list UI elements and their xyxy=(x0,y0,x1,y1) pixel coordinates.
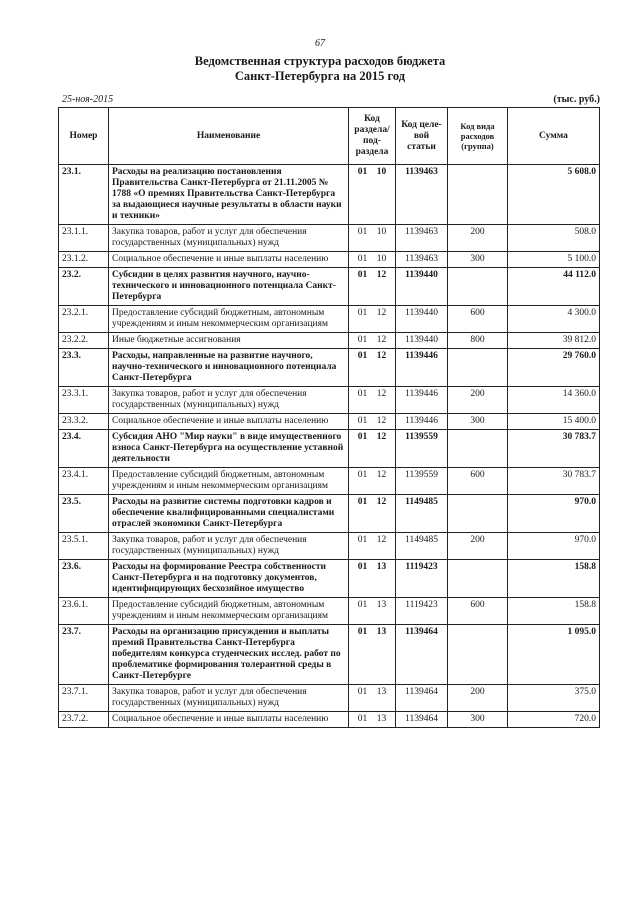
row-number: 23.7.2. xyxy=(59,712,109,728)
row-name: Закупка товаров, работ и услуг для обеспечения государственных (муниципальных) нужд xyxy=(109,533,349,560)
row-number: 23.1.2. xyxy=(59,252,109,268)
row-sum: 158.8 xyxy=(508,598,600,625)
subsection-code: 12 xyxy=(376,497,387,507)
row-article-code: 1139440 xyxy=(396,268,448,306)
row-group-code: 600 xyxy=(448,598,508,625)
row-sum: 375.0 xyxy=(508,685,600,712)
row-sum: 720.0 xyxy=(508,712,600,728)
section-code: 01 xyxy=(357,227,368,237)
row-name: Расходы на развитие системы подготовки кадров и обеспечение квалифицированными специалистами отраслей экономики Санкт-Петербурга xyxy=(109,495,349,533)
row-group-code: 300 xyxy=(448,252,508,268)
table-row xyxy=(59,306,600,333)
subsection-code: 12 xyxy=(376,389,387,399)
row-name: Социальное обеспечение и иные выплаты населению xyxy=(109,712,349,728)
table-row xyxy=(59,387,600,414)
table-row xyxy=(59,268,600,306)
row-sum: 30 783.7 xyxy=(508,430,600,468)
subsection-code: 12 xyxy=(376,351,387,361)
row-group-code xyxy=(448,349,508,387)
title-line-1: Ведомственная структура расходов бюджета xyxy=(194,54,446,68)
row-group-code xyxy=(448,560,508,598)
section-code: 01 xyxy=(357,600,368,610)
row-section-code xyxy=(349,560,396,598)
section-code: 01 xyxy=(357,416,368,426)
row-name: Субсидия АНО "Мир науки" в виде имущественного взноса Санкт-Петербурга на осуществление уставной деятельности xyxy=(109,430,349,468)
row-article-code: 1119423 xyxy=(396,598,448,625)
section-code: 01 xyxy=(357,714,368,724)
row-article-code: 1139446 xyxy=(396,349,448,387)
row-section-code xyxy=(349,225,396,252)
row-article-code: 1139446 xyxy=(396,387,448,414)
table-row xyxy=(59,685,600,712)
subsection-code: 13 xyxy=(376,627,387,637)
row-number: 23.4. xyxy=(59,430,109,468)
row-article-code: 1139440 xyxy=(396,333,448,349)
row-section-code xyxy=(349,387,396,414)
row-sum: 39 812.0 xyxy=(508,333,600,349)
row-section-code xyxy=(349,625,396,685)
row-number: 23.2. xyxy=(59,268,109,306)
row-group-code: 200 xyxy=(448,533,508,560)
subsection-code: 13 xyxy=(376,562,387,572)
table-row xyxy=(59,349,600,387)
row-name: Социальное обеспечение и иные выплаты населению xyxy=(109,252,349,268)
document-title xyxy=(0,54,640,84)
budget-table xyxy=(58,107,600,728)
row-sum: 970.0 xyxy=(508,495,600,533)
table-header-row xyxy=(59,108,600,165)
section-code: 01 xyxy=(357,270,368,280)
row-group-code xyxy=(448,165,508,225)
document-date: 25-ноя-2015 xyxy=(62,94,114,105)
row-group-code: 200 xyxy=(448,225,508,252)
row-number: 23.5.1. xyxy=(59,533,109,560)
header-group: Код вида расходов (группа) xyxy=(448,108,508,165)
row-sum: 158.8 xyxy=(508,560,600,598)
row-name: Расходы на реализацию постановления Правительства Санкт-Петербурга от 21.11.2005 № 1788 «О премиях Правительства Санкт-Петербурга за выдающиеся научные результаты в области науки и техники» xyxy=(109,165,349,225)
row-article-code: 1139463 xyxy=(396,252,448,268)
section-code: 01 xyxy=(357,432,368,442)
row-name: Социальное обеспечение и иные выплаты населению xyxy=(109,414,349,430)
row-sum: 970.0 xyxy=(508,533,600,560)
subsection-code: 12 xyxy=(376,535,387,545)
table-row xyxy=(59,165,600,225)
row-sum: 29 760.0 xyxy=(508,349,600,387)
row-article-code: 1149485 xyxy=(396,495,448,533)
subsection-code: 12 xyxy=(376,416,387,426)
header-article: Код целе-вой статьи xyxy=(396,108,448,165)
row-number: 23.5. xyxy=(59,495,109,533)
section-code: 01 xyxy=(357,497,368,507)
section-code: 01 xyxy=(357,687,368,697)
row-section-code xyxy=(349,268,396,306)
row-name: Иные бюджетные ассигнования xyxy=(109,333,349,349)
row-article-code: 1139559 xyxy=(396,468,448,495)
row-sum: 5 608.0 xyxy=(508,165,600,225)
row-group-code: 600 xyxy=(448,468,508,495)
row-number: 23.3.1. xyxy=(59,387,109,414)
table-row xyxy=(59,598,600,625)
row-group-code: 300 xyxy=(448,414,508,430)
row-section-code xyxy=(349,598,396,625)
row-number: 23.6.1. xyxy=(59,598,109,625)
table-row xyxy=(59,625,600,685)
row-name: Закупка товаров, работ и услуг для обеспечения государственных (муниципальных) нужд xyxy=(109,387,349,414)
row-number: 23.2.1. xyxy=(59,306,109,333)
row-sum: 1 095.0 xyxy=(508,625,600,685)
row-number: 23.1.1. xyxy=(59,225,109,252)
row-section-code xyxy=(349,533,396,560)
row-section-code xyxy=(349,333,396,349)
section-code: 01 xyxy=(357,308,368,318)
section-code: 01 xyxy=(357,167,368,177)
subsection-code: 13 xyxy=(376,714,387,724)
table-row xyxy=(59,712,600,728)
row-name: Предоставление субсидий бюджетным, автономным учреждениям и иным некоммерческим организациям xyxy=(109,306,349,333)
section-code: 01 xyxy=(357,562,368,572)
section-code: 01 xyxy=(357,254,368,264)
row-sum: 30 783.7 xyxy=(508,468,600,495)
row-name: Закупка товаров, работ и услуг для обеспечения государственных (муниципальных) нужд xyxy=(109,225,349,252)
row-name: Расходы на формирование Реестра собственности Санкт-Петербурга и на подготовку документов, идентифицирующих бесхозяйное имущество xyxy=(109,560,349,598)
row-section-code xyxy=(349,468,396,495)
section-code: 01 xyxy=(357,335,368,345)
row-number: 23.2.2. xyxy=(59,333,109,349)
subsection-code: 12 xyxy=(376,470,387,480)
row-article-code: 1139463 xyxy=(396,225,448,252)
row-number: 23.3.2. xyxy=(59,414,109,430)
subsection-code: 12 xyxy=(376,308,387,318)
row-sum: 44 112.0 xyxy=(508,268,600,306)
row-name: Закупка товаров, работ и услуг для обеспечения государственных (муниципальных) нужд xyxy=(109,685,349,712)
row-group-code: 300 xyxy=(448,712,508,728)
section-code: 01 xyxy=(357,470,368,480)
row-section-code xyxy=(349,349,396,387)
row-name: Расходы, направленные на развитие научного, научно-технического и инновационного потенциала Санкт-Петербурга xyxy=(109,349,349,387)
row-number: 23.7.1. xyxy=(59,685,109,712)
table-row xyxy=(59,560,600,598)
row-article-code: 1139464 xyxy=(396,625,448,685)
row-sum: 4 300.0 xyxy=(508,306,600,333)
row-section-code xyxy=(349,495,396,533)
row-section-code xyxy=(349,165,396,225)
row-section-code xyxy=(349,430,396,468)
row-group-code: 600 xyxy=(448,306,508,333)
row-number: 23.4.1. xyxy=(59,468,109,495)
row-group-code xyxy=(448,495,508,533)
section-code: 01 xyxy=(357,389,368,399)
row-group-code xyxy=(448,430,508,468)
page-number: 67 xyxy=(315,38,325,49)
subsection-code: 13 xyxy=(376,600,387,610)
subsection-code: 10 xyxy=(376,167,387,177)
subsection-code: 10 xyxy=(376,254,387,264)
row-article-code: 1139446 xyxy=(396,414,448,430)
row-number: 23.6. xyxy=(59,560,109,598)
subsection-code: 12 xyxy=(376,270,387,280)
table-row xyxy=(59,225,600,252)
row-section-code xyxy=(349,712,396,728)
section-code: 01 xyxy=(357,627,368,637)
header-number: Номер xyxy=(59,108,109,165)
row-section-code xyxy=(349,306,396,333)
row-group-code: 200 xyxy=(448,685,508,712)
row-number: 23.7. xyxy=(59,625,109,685)
subsection-code: 13 xyxy=(376,687,387,697)
row-sum: 14 360.0 xyxy=(508,387,600,414)
row-article-code: 1139464 xyxy=(396,712,448,728)
row-article-code: 1139440 xyxy=(396,306,448,333)
subsection-code: 12 xyxy=(376,432,387,442)
table-row xyxy=(59,468,600,495)
table-row xyxy=(59,533,600,560)
row-article-code: 1149485 xyxy=(396,533,448,560)
row-name: Предоставление субсидий бюджетным, автономным учреждениям и иным некоммерческим организациям xyxy=(109,598,349,625)
table-row xyxy=(59,495,600,533)
row-section-code xyxy=(349,685,396,712)
table-row xyxy=(59,333,600,349)
header-name: Наименование xyxy=(109,108,349,165)
row-group-code xyxy=(448,625,508,685)
row-number: 23.3. xyxy=(59,349,109,387)
row-article-code: 1139559 xyxy=(396,430,448,468)
row-article-code: 1119423 xyxy=(396,560,448,598)
row-name: Субсидии в целях развития научного, научно-технического и инновационного потенциала Санкт-Петербурга xyxy=(109,268,349,306)
subsection-code: 12 xyxy=(376,335,387,345)
row-group-code: 800 xyxy=(448,333,508,349)
row-section-code xyxy=(349,252,396,268)
row-number: 23.1. xyxy=(59,165,109,225)
units-label: (тыс. руб.) xyxy=(553,94,600,105)
row-article-code: 1139464 xyxy=(396,685,448,712)
row-name: Предоставление субсидий бюджетным, автономным учреждениям и иным некоммерческим организациям xyxy=(109,468,349,495)
row-sum: 508.0 xyxy=(508,225,600,252)
row-name: Расходы на организацию присуждения и выплаты премий Правительства Санкт-Петербурга победителям конкурса студенческих исслед. работ по проблематике формирования толерантной среды в Санкт-Петербурге xyxy=(109,625,349,685)
title-line-2: Санкт-Петербурга на 2015 год xyxy=(234,69,406,83)
row-sum: 5 100.0 xyxy=(508,252,600,268)
header-section: Код раздела/ под-раздела xyxy=(349,108,396,165)
row-article-code: 1139463 xyxy=(396,165,448,225)
row-section-code xyxy=(349,414,396,430)
header-sum: Сумма xyxy=(508,108,600,165)
section-code: 01 xyxy=(357,535,368,545)
row-group-code: 200 xyxy=(448,387,508,414)
table-row xyxy=(59,414,600,430)
table-row xyxy=(59,430,600,468)
row-sum: 15 400.0 xyxy=(508,414,600,430)
row-group-code xyxy=(448,268,508,306)
section-code: 01 xyxy=(357,351,368,361)
subsection-code: 10 xyxy=(376,227,387,237)
table-row xyxy=(59,252,600,268)
